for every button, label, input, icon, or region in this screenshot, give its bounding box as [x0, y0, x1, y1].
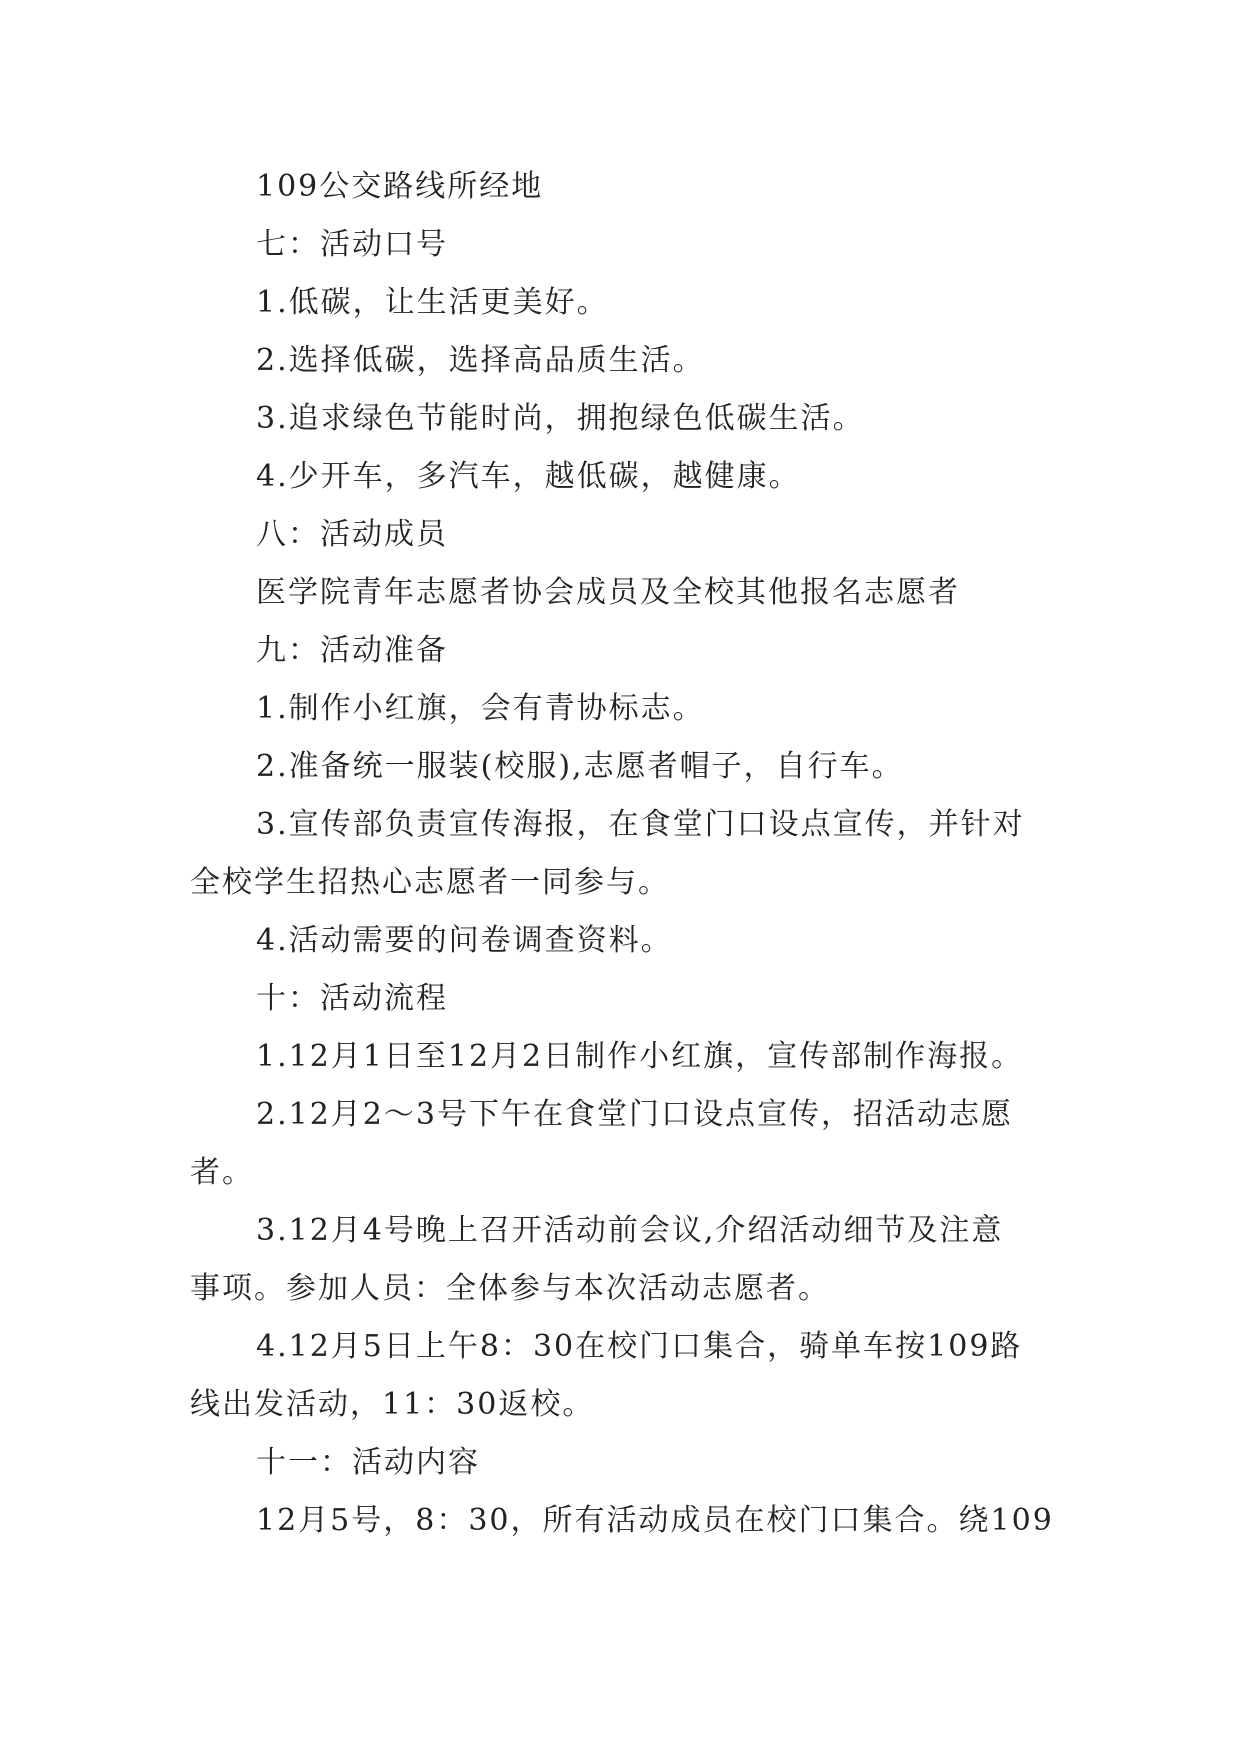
section-heading: 十一：活动内容 — [256, 1445, 480, 1480]
paragraph-line: 事项。参加人员：全体参与本次活动志愿者。 — [190, 1271, 830, 1306]
paragraph-line: 1.制作小红旗，会有青协标志。 — [256, 691, 705, 726]
section-heading: 八：活动成员 — [256, 517, 448, 552]
paragraph-line: 12月5号，8：30，所有活动成员在校门口集合。绕109 — [256, 1503, 1054, 1538]
paragraph-line: 全校学生招热心志愿者一同参与。 — [190, 865, 670, 900]
paragraph-line: 3.追求绿色节能时尚，拥抱绿色低碳生活。 — [256, 401, 865, 436]
paragraph-line: 2.12月2～3号下午在食堂门口设点宣传，招活动志愿 — [256, 1097, 1013, 1132]
paragraph-line: 3.12月4号晚上召开活动前会议,介绍活动细节及注意 — [256, 1213, 1004, 1248]
document-body — [190, 158, 1060, 1550]
section-heading: 九：活动准备 — [256, 633, 448, 668]
paragraph-line: 4.12月5日上午8：30在校门口集合，骑单车按109路 — [256, 1329, 1023, 1364]
paragraph-line: 者。 — [190, 1155, 254, 1190]
paragraph-line: 2.准备统一服装(校服),志愿者帽子，自行车。 — [256, 749, 904, 784]
paragraph-line: 线出发活动，11：30返校。 — [190, 1387, 595, 1422]
paragraph-line: 1.低碳，让生活更美好。 — [256, 285, 609, 320]
paragraph-line: 3.宣传部负责宣传海报，在食堂门口设点宣传，并针对 — [256, 807, 1025, 842]
paragraph-line: 4.少开车，多汽车，越低碳，越健康。 — [256, 459, 801, 494]
section-heading: 十：活动流程 — [256, 981, 448, 1016]
section-heading: 七：活动口号 — [256, 227, 448, 262]
paragraph-line: 1.12月1日至12月2日制作小红旗，宣传部制作海报。 — [256, 1039, 1024, 1074]
paragraph-line: 医学院青年志愿者协会成员及全校其他报名志愿者 — [256, 575, 960, 610]
paragraph-line: 4.活动需要的问卷调查资料。 — [256, 923, 673, 958]
paragraph-line: 109公交路线所经地 — [256, 169, 544, 204]
paragraph-line: 2.选择低碳，选择高品质生活。 — [256, 343, 705, 378]
